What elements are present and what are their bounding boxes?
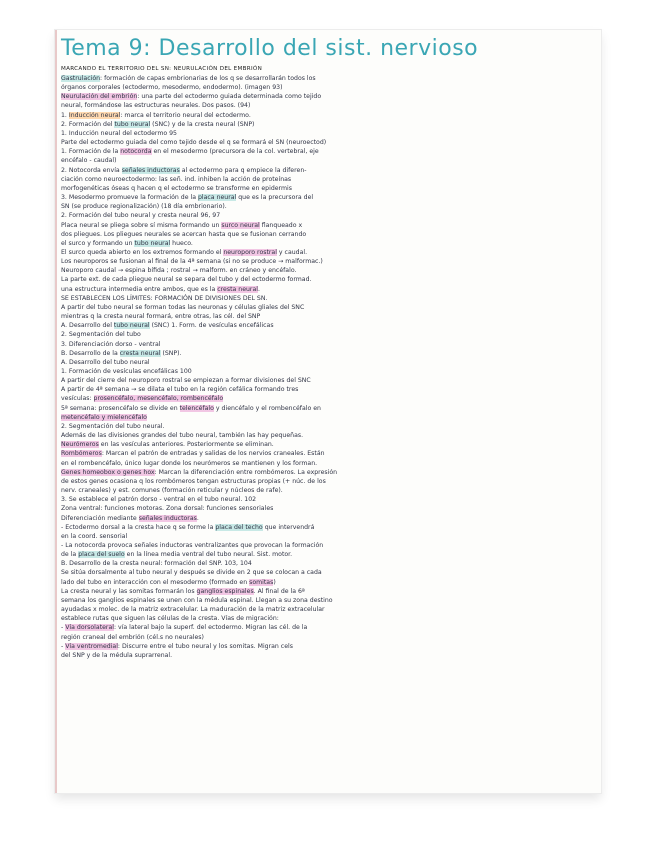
highlighted-term: cresta neural: [119, 349, 161, 357]
note-line: [61, 486, 595, 495]
note-text: Zona ventral: funciones motoras. Zona dorsal: funciones sensoriales: [61, 505, 274, 513]
note-line: [61, 321, 595, 330]
note-line: [61, 101, 595, 110]
note-text: en el mesodermo (precursora de la col. vertebral, eje: [151, 148, 319, 156]
note-line: [61, 596, 595, 605]
note-text: .: [196, 514, 199, 522]
note-text: Neuroporo caudal → espina bífida ; rostral → malform. en cráneo y encéfalo.: [61, 267, 297, 275]
note-text: Diferenciación mediante: [61, 514, 139, 522]
page-title: Tema 9: Desarrollo del sist. nervioso: [61, 36, 479, 61]
note-line: [61, 422, 595, 431]
note-text: nerv. craneales) y est. comunes (formación reticular y núcleos de rafe).: [61, 487, 283, 495]
note-text: y caudal.: [276, 248, 308, 256]
note-line: [61, 431, 595, 440]
highlighted-term: señales inductoras: [138, 514, 197, 522]
note-line: [61, 605, 595, 614]
note-text: establece rutas que siguen las células de la cresta. Vías de migración:: [61, 615, 279, 623]
highlighted-term: neuroporo rostral: [223, 248, 277, 256]
note-text: hueco.: [170, 239, 193, 247]
highlighted-term: tubo neural: [113, 322, 150, 330]
note-line: [61, 266, 595, 275]
note-text: Los neuroporos se fusionan al final de la 4ª semana (si no se produce → malformac.): [61, 258, 323, 266]
note-line: [61, 523, 595, 532]
note-line: [61, 449, 595, 458]
highlighted-term: Neurulación del embrión: [61, 93, 138, 101]
note-text: flanqueado x: [259, 221, 303, 229]
note-text: 2. Formación del tubo neural y cresta neural 96, 97: [61, 212, 221, 220]
note-line: [61, 303, 595, 312]
note-text: A partir de 4ª semana → se dilata el tubo en la región cefálica formando tres: [61, 386, 299, 394]
note-line: [61, 294, 595, 303]
note-text: Se sitúa dorsalmente al tubo neural y después se divide en 2 que se colocan a cada: [61, 569, 322, 577]
note-text: que es la precursora del: [236, 194, 314, 202]
highlighted-term: surco neural: [221, 221, 260, 229]
note-text: en la línea media ventral del tubo neural. Sist. motor.: [124, 551, 293, 559]
note-line: [61, 248, 595, 257]
note-text: 3. Se establece el patrón dorso - ventral en el tubo neural. 102: [61, 496, 257, 504]
note-text: 2. Notocorda envía: [61, 166, 122, 174]
note-line: [61, 559, 595, 568]
note-line: [61, 239, 595, 248]
note-text: ciación como neuroectodermo: las señ. ind. inhiben la acción de proteínas: [61, 175, 292, 183]
note-line: [61, 138, 595, 147]
note-line: [61, 568, 595, 577]
section-subtitle: MARCANDO EL TERRITORIO DEL SN: NEURULACIÓN DEL EMBRIÓN: [61, 66, 263, 72]
note-text: 1. Formación de vesículas encefálicas 100: [61, 368, 192, 375]
note-line: [61, 376, 595, 385]
note-text: El surco queda abierto en los extremos formando el: [61, 248, 224, 256]
note-line: [61, 394, 595, 403]
note-text: SE ESTABLECEN LOS LÍMITES: FORMACIÓN DE DIVISIONES DEL SN.: [61, 294, 268, 302]
note-text: en el rombencéfalo, único lugar donde los neurómeros se mantienen y los forman.: [61, 459, 318, 467]
note-text: La cresta neural y las somitas formarán los: [61, 587, 197, 595]
note-line: [61, 614, 595, 623]
note-text: : marca el territorio neural del ectodermo.: [120, 111, 251, 119]
note-line: [61, 74, 595, 83]
note-line: [61, 495, 595, 504]
note-line: [61, 541, 595, 550]
note-text: (SNP).: [160, 349, 182, 357]
note-text: A. Desarrollo del tubo neural: [61, 358, 150, 366]
note-line: [61, 349, 595, 358]
note-line: [61, 257, 595, 266]
note-text: : una parte del ectodermo guiada determinada como tejido: [137, 93, 322, 101]
note-text: : formación de capas embrionarias de los q se desarrollarán todos los: [100, 75, 316, 82]
note-text: A. Desarrollo del: [61, 322, 114, 330]
note-text: . Al final de la 6ª: [253, 587, 305, 595]
note-line: [61, 111, 595, 120]
note-text: 5ª semana: prosencéfalo se divide en: [61, 404, 180, 412]
highlighted-term: ganglios espinales: [196, 587, 254, 595]
note-line: [61, 120, 595, 129]
note-text: neural, formándose las estructuras neurales. Dos pasos. (94): [61, 102, 251, 110]
highlighted-term: somitas: [249, 578, 274, 586]
note-line: [61, 514, 595, 523]
note-text: que intervendrá: [262, 523, 315, 531]
note-text: encéfalo - caudal): [61, 157, 117, 165]
note-text: 2. Formación del: [61, 120, 115, 128]
highlighted-term: placa del techo: [215, 523, 263, 531]
note-text: B. Desarrollo de la cresta neural: formación del SNP. 103, 104: [61, 560, 252, 568]
note-text: SN (se produce regionalización) (18 día embrionario).: [61, 203, 227, 211]
highlighted-term: placa neural: [197, 194, 237, 202]
note-text: en las vesículas anteriores. Posteriormente se eliminan.: [98, 441, 274, 449]
note-line: [61, 358, 595, 367]
note-text: - Ectodermo dorsal a la cresta hace q se forme la: [61, 523, 216, 531]
note-text: lado del tubo en interacción con el mesodermo (formado en: [61, 578, 250, 586]
note-line: [61, 202, 595, 211]
note-text: .: [257, 285, 260, 293]
page-content: [61, 36, 595, 660]
note-line: [61, 330, 595, 339]
highlighted-term: telencéfalo: [179, 404, 214, 412]
note-line: [61, 193, 595, 202]
note-text: vesículas:: [61, 395, 94, 403]
note-text: el surco y formando un: [61, 239, 135, 247]
note-text: dos pliegues. Los pliegues neurales se acercan hasta que se fusionan cerrando: [61, 230, 307, 238]
note-line: [61, 129, 595, 138]
highlighted-term: Vía ventromedial: [65, 642, 118, 650]
note-line: [61, 312, 595, 321]
highlighted-term: metencéfalo y mielencéfalo: [61, 413, 147, 421]
note-text: (SNC) 1. Form. de vesículas encefálicas: [149, 322, 274, 330]
note-text: : Marcan la diferenciación entre rombómeros. La expresión: [154, 468, 338, 476]
note-line: [61, 623, 595, 632]
note-text: 1. Inducción neural del ectodermo 95: [61, 129, 177, 137]
note-line: [61, 468, 595, 477]
note-line: [61, 285, 595, 294]
note-text: mientras q la cresta neural formará, entre otras, las cél. del SNP: [61, 313, 261, 321]
note-text: (SNC) y de la cresta neural (SNP): [150, 120, 255, 128]
note-text: A partir del cierre del neuroporo rostral se empiezan a formar divisiones del SNC: [61, 377, 311, 385]
note-text: 2. Segmentación del tubo: [61, 331, 141, 339]
highlighted-term: señales inductoras: [121, 166, 180, 174]
highlighted-term: notocorda: [120, 148, 152, 156]
note-line: [61, 367, 595, 376]
highlighted-term: tubo neural: [114, 120, 151, 128]
note-line: [61, 633, 595, 642]
note-text: -: [61, 642, 66, 650]
note-line: [61, 166, 595, 175]
note-text: semana los ganglios espinales se unen con la médula espinal. Llegan a su zona destino: [61, 596, 333, 604]
note-line: [61, 147, 595, 156]
note-text: La parte ext. de cada pliegue neural se separa del tubo y del ectodermo formad.: [61, 276, 312, 284]
note-line: [61, 651, 595, 660]
note-line: [61, 550, 595, 559]
note-line: [61, 92, 595, 101]
note-text: B. Desarrollo de la: [61, 349, 120, 357]
note-line: [61, 532, 595, 541]
note-text: 1.: [61, 111, 69, 119]
note-text: : Discurre entre el tubo neural y los somitas. Migran cels: [117, 642, 293, 650]
note-text: 3. Diferenciación dorso - ventral: [61, 340, 161, 348]
note-text: A partir del tubo neural se forman todas las neuronas y células gliales del SNC: [61, 303, 305, 311]
note-text: ): [273, 578, 276, 586]
note-line: [61, 587, 595, 596]
note-line: [61, 184, 595, 193]
highlighted-term: prosencéfalo, mesencéfalo, rombencéfalo: [93, 395, 224, 403]
highlighted-term: tubo neural: [134, 239, 171, 247]
note-text: 1. Formación de la: [61, 148, 121, 156]
note-line: [61, 504, 595, 513]
note-text: al ectodermo para q empiece la diferen-: [179, 166, 307, 174]
note-text: 2. Segmentación del tubo neural.: [61, 422, 165, 430]
note-text: de estos genes ocasiona q los rombómeros tengan estructuras propias (+ núc. de los: [61, 477, 326, 485]
highlighted-term: Inducción neural: [68, 111, 121, 119]
note-text: : vía lateral bajo la superf. del ectodermo. Migran las cél. de la: [113, 624, 308, 632]
note-text: Placa neural se pliega sobre sí misma formando un: [61, 221, 222, 229]
note-text: región craneal del embrión (cél.s no neurales): [61, 633, 204, 641]
note-text: del SNP y de la médula suprarrenal.: [61, 651, 173, 659]
note-line: [61, 440, 595, 449]
highlighted-term: Genes homeobox o genes hox: [61, 468, 155, 476]
note-line: [61, 578, 595, 587]
highlighted-term: Gastrulación: [61, 75, 101, 82]
note-line: [61, 459, 595, 468]
notes-body: [61, 74, 595, 660]
highlighted-term: cresta neural: [217, 285, 258, 293]
note-text: en la coord. sensorial: [61, 532, 128, 540]
highlighted-term: placa del suelo: [78, 551, 125, 559]
page-margin-line: [55, 30, 57, 793]
note-line: [61, 477, 595, 486]
note-line: [61, 642, 595, 651]
note-text: -: [61, 624, 66, 632]
note-line: [61, 221, 595, 230]
note-text: órganos corporales (ectodermo, mesodermo, endodermo). (imagen 93): [61, 84, 283, 92]
note-line: [61, 340, 595, 349]
note-text: una estructura intermedia entre ambos, que es la: [61, 285, 218, 293]
note-text: ayudadas x molec. de la matriz extracelular. La maduración de la matriz extracelular: [61, 606, 325, 614]
highlighted-term: Neurómeros: [61, 441, 99, 449]
note-text: y diencéfalo y el rombencéfalo en: [213, 404, 321, 412]
note-line: [61, 230, 595, 239]
note-line: [61, 175, 595, 184]
note-line: [61, 83, 595, 92]
note-line: [61, 385, 595, 394]
note-text: morfogenéticas óseas q hacen q el ectodermo se transforme en epidermis: [61, 184, 292, 192]
notebook-page: [55, 30, 601, 793]
note-line: [61, 156, 595, 165]
note-text: Parte del ectodermo guiada del como tejido desde el q se formará el SN (neuroectod): [61, 139, 327, 147]
highlighted-term: Rombómeros: [61, 450, 102, 458]
note-line: [61, 404, 595, 413]
note-line: [61, 275, 595, 284]
note-text: 3. Mesodermo promueve la formación de la: [61, 194, 198, 202]
note-text: de la: [61, 551, 79, 559]
note-text: : Marcan el patrón de entradas y salidas de los nervios craneales. Están: [101, 450, 325, 458]
note-text: Además de las divisiones grandes del tubo neural, también las hay pequeñas.: [61, 432, 304, 440]
highlighted-term: Vía dorsolateral: [65, 624, 114, 632]
note-text: - La notocorda provoca señales inductoras ventralizantes que provocan la formación: [61, 541, 324, 549]
note-line: [61, 413, 595, 422]
note-line: [61, 211, 595, 220]
